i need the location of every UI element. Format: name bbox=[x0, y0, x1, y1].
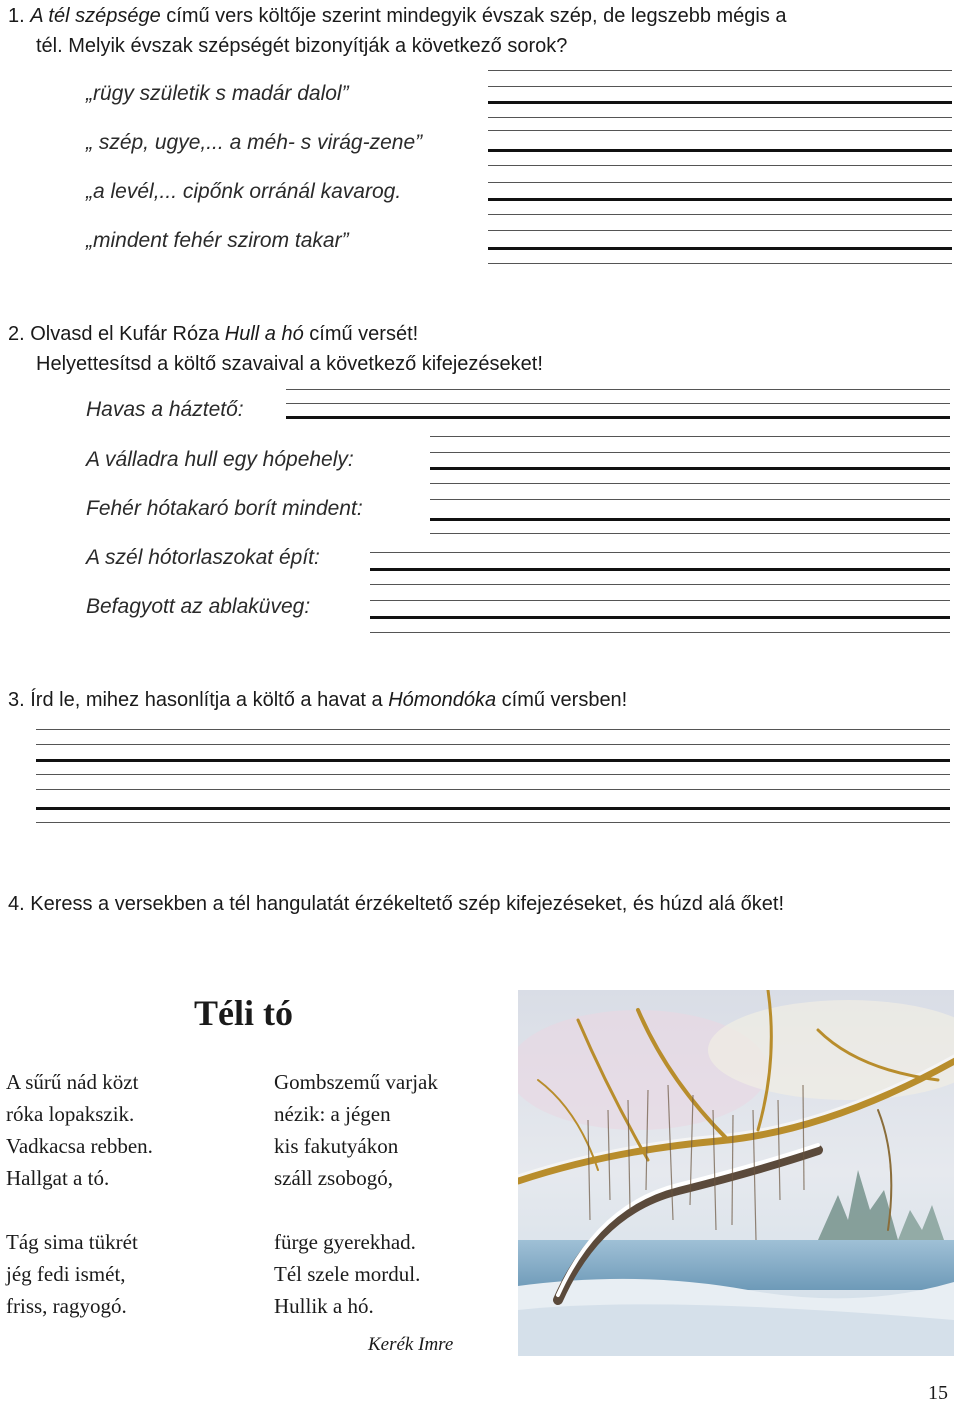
page-number: 15 bbox=[928, 1382, 948, 1404]
task1-poem-title: A tél szépsége bbox=[30, 5, 161, 27]
poem-column-1: A sűrű nád közt róka lopakszik. Vadkacsa rebben. Hallgat a tó. Tág sima tükrét jég fedi ismét, friss, ragyogó. bbox=[6, 1070, 153, 1318]
task1-text: című vers költője szerint mindegyik évszak szép, de legszebb mégis a bbox=[160, 5, 787, 27]
task2-line1 bbox=[8, 320, 418, 348]
task1-quote-2: „ szép, ugye,... a méh- s virág-zene” bbox=[86, 131, 423, 154]
task4-number: 4. bbox=[8, 893, 25, 915]
task2-text-a: Olvasd el Kufár Róza bbox=[30, 323, 225, 345]
task2-prompt-1: Havas a háztető: bbox=[86, 398, 244, 421]
task4-text: Keress a versekben a tél hangulatát érzékeltető szép kifejezéseket, és húzd alá őket! bbox=[30, 893, 785, 915]
task2-prompt-2: A válladra hull egy hópehely: bbox=[86, 448, 354, 471]
task1-quote-1: „rügy születik s madár dalol” bbox=[86, 82, 349, 105]
task2-prompt-3: Fehér hótakaró borít mindent: bbox=[86, 497, 363, 520]
task1-number: 1. bbox=[8, 5, 25, 27]
poem-title: Téli tó bbox=[194, 993, 293, 1033]
task2-prompt-4: A szél hótorlaszokat épít: bbox=[86, 546, 320, 569]
poem-column-2: Gombszemű varjak nézik: a jégen kis fakutyákon száll zsobogó, fürge gyerekhad. Tél szele mordul. Hullik a hó. bbox=[274, 1070, 438, 1318]
task3-number: 3. bbox=[8, 689, 25, 711]
task4-line bbox=[8, 890, 784, 918]
task3-line bbox=[8, 686, 627, 714]
task1-answer-lines[interactable] bbox=[488, 60, 952, 270]
task1-quote-3: „a levél,... cipőnk orránál kavarog. bbox=[86, 180, 402, 203]
task2-answer-lines-1[interactable] bbox=[286, 385, 950, 425]
task1-line2: tél. Melyik évszak szépségét bizonyítják a következő sorok? bbox=[36, 35, 568, 57]
task3-poem-title: Hómondóka bbox=[388, 689, 497, 711]
task3-text-a: Írd le, mihez hasonlítja a költő a havat a bbox=[30, 689, 389, 711]
winter-lake-illustration bbox=[518, 990, 954, 1356]
task2-number: 2. bbox=[8, 323, 25, 345]
task2-poem-title: Hull a hó bbox=[224, 323, 304, 345]
task3-answer-lines[interactable] bbox=[36, 725, 950, 835]
task3-text-b: című versben! bbox=[496, 689, 628, 711]
task2-text-b: című versét! bbox=[303, 323, 419, 345]
task2-answer-lines-4-5[interactable] bbox=[370, 548, 950, 638]
task1-line1 bbox=[8, 2, 787, 30]
task1-quote-4: „mindent fehér szirom takar” bbox=[86, 229, 349, 252]
winter-lake-painting bbox=[518, 990, 954, 1356]
task2-line2: Helyettesítsd a költő szavaival a következő kifejezéseket! bbox=[36, 353, 543, 375]
task2-prompt-5: Befagyott az ablaküveg: bbox=[86, 595, 311, 618]
poem-author: Kerék Imre bbox=[368, 1334, 454, 1355]
